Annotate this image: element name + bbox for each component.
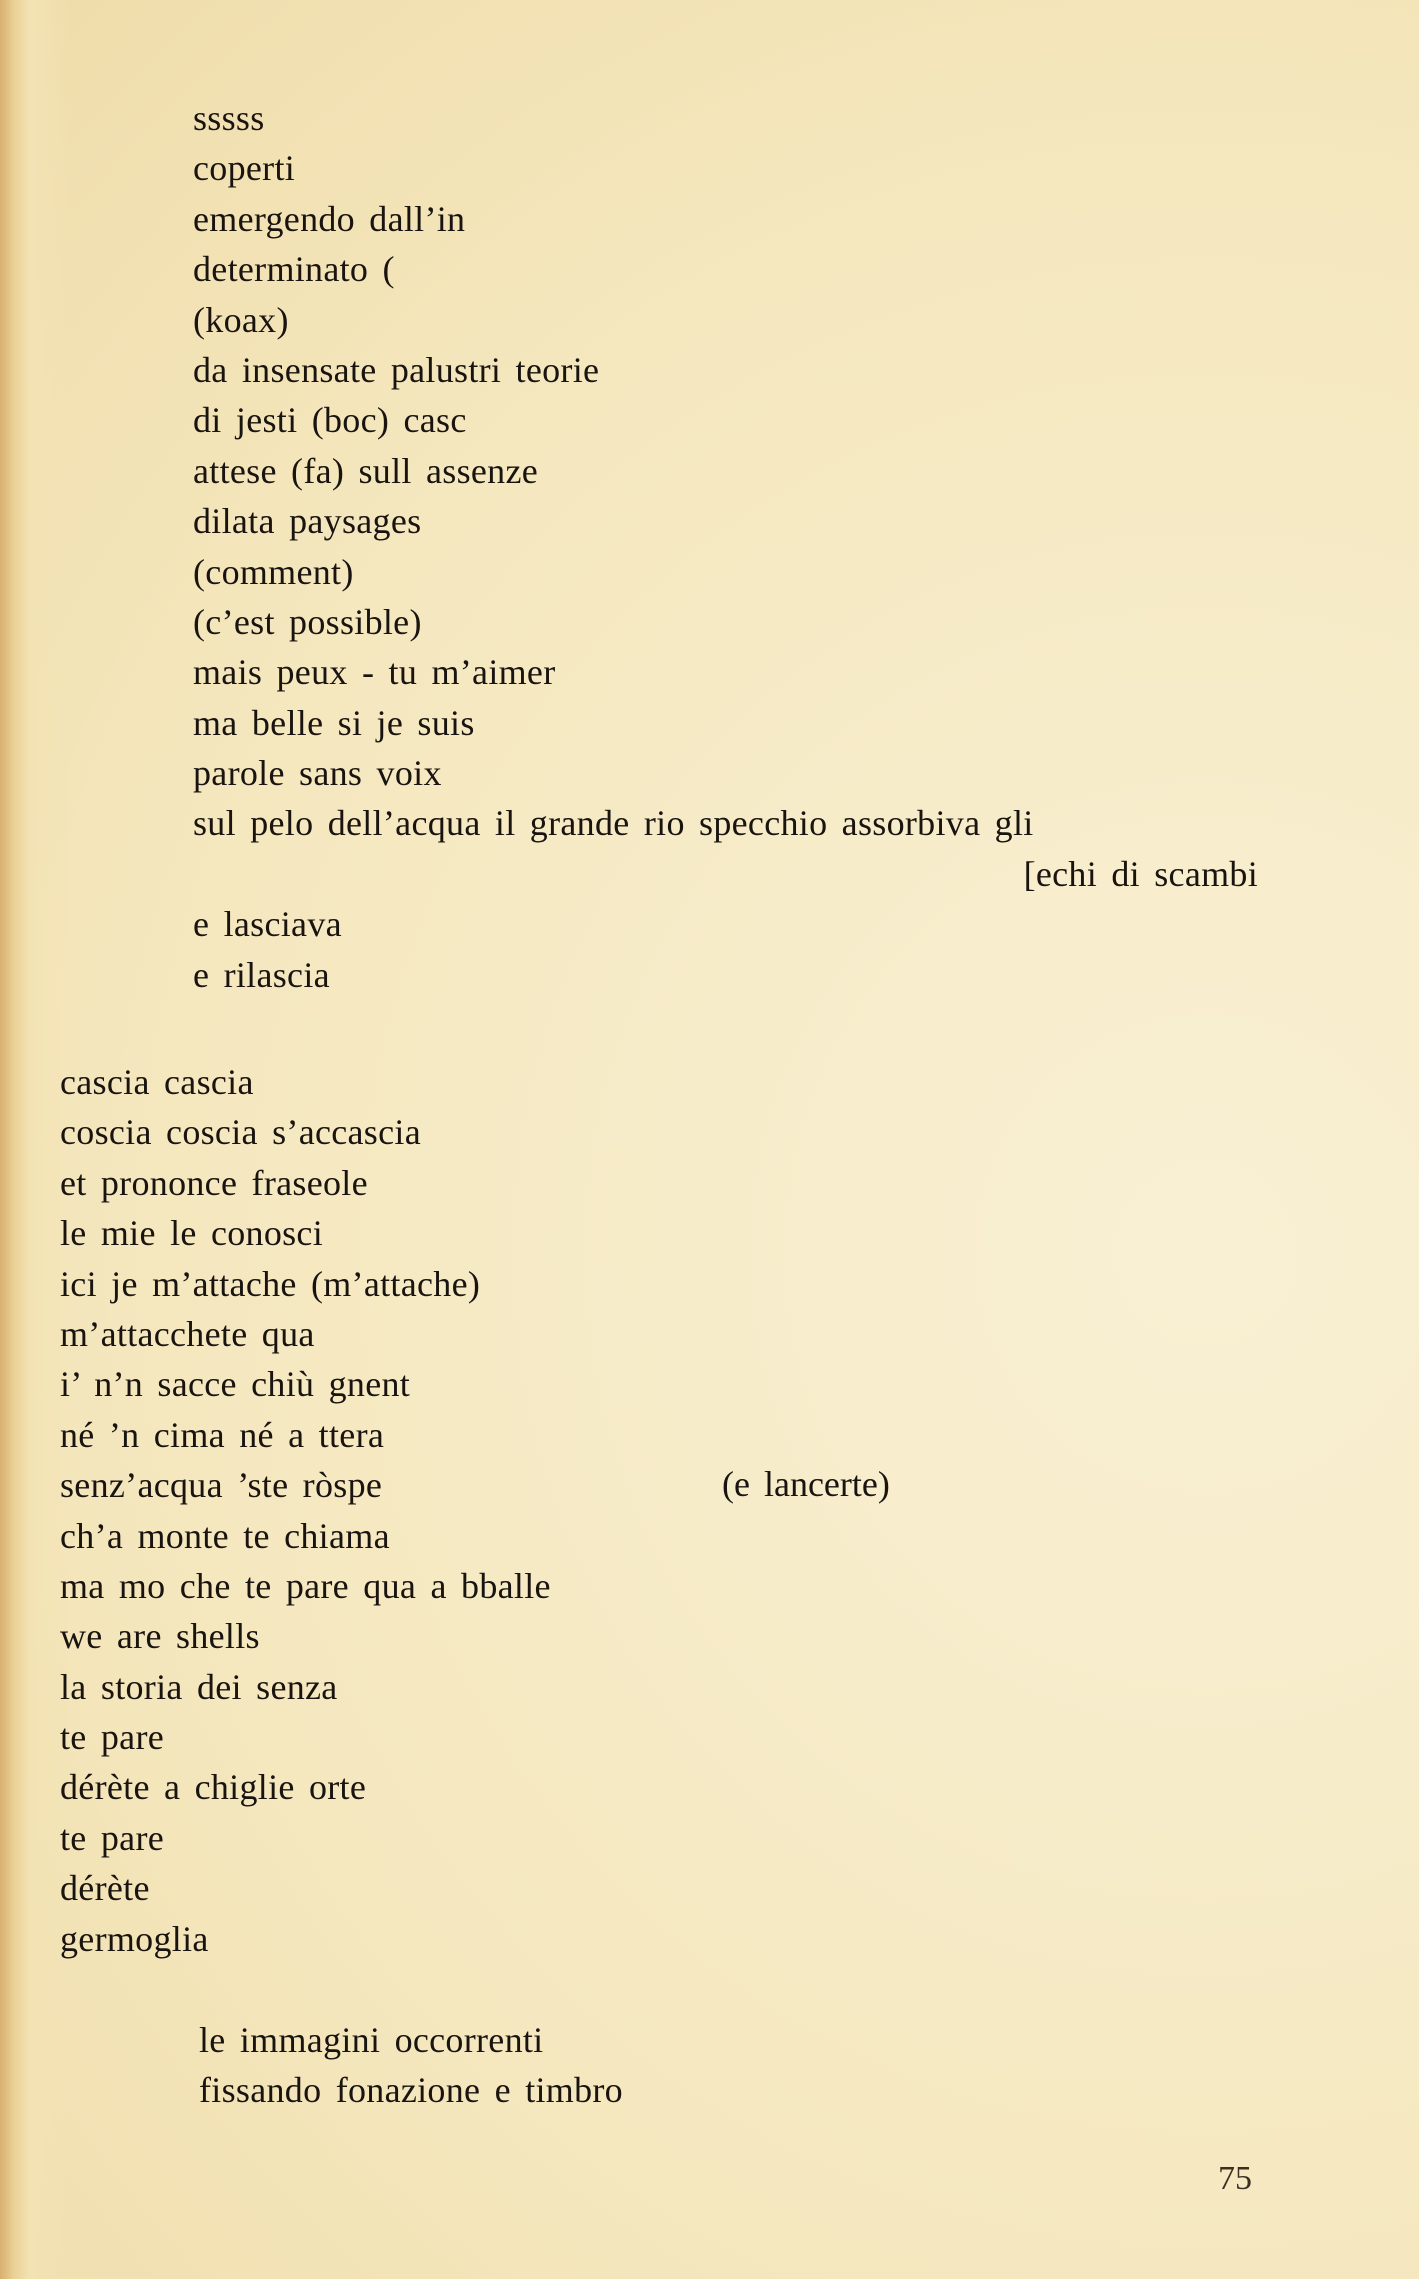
poem-line: dérète [60, 1868, 150, 1909]
poem-line: mais peux - tu m’aimer [193, 652, 556, 693]
poem-line: fissando fonazione e timbro [199, 2070, 623, 2111]
poem-line: e lasciava [193, 904, 342, 945]
poem-line: te pare [60, 1717, 165, 1758]
poem-line: sssss [193, 98, 265, 138]
poem-line: coscia coscia s’accascia [60, 1112, 421, 1153]
poem-line: emergendo dall’in [193, 198, 466, 239]
poem-line: i’ n’n sacce chiù gnent [60, 1364, 411, 1405]
poem-line: dérète a chiglie orte [60, 1767, 367, 1808]
poem-line: we are shells [60, 1616, 260, 1657]
page-number: 75 [1218, 2160, 1252, 2197]
poem-line: ma belle si je suis [193, 702, 475, 743]
poem-line: e rilascia [193, 954, 330, 995]
poem-line-continuation: [echi di scambi [1023, 853, 1258, 894]
poem-line: ici je m’attache (m’attache) [60, 1263, 481, 1304]
stanza-3 [199, 2015, 899, 2116]
poem-line: senz’acqua ’ste ròspe [60, 1465, 383, 1506]
poem-line: (koax) [193, 299, 289, 340]
poem-line: attese (fa) sull assenze [193, 450, 539, 491]
poem-line-long: sul pelo dell’acqua il grande rio specchio assorbiva gli [193, 803, 1034, 844]
poem-line: dilata paysages [193, 501, 422, 542]
poem-line: te pare [60, 1817, 165, 1858]
poem-line: germoglia [60, 1918, 209, 1959]
poem-line: le mie le conosci [60, 1213, 324, 1254]
poem-line: ma mo che te pare qua a bballe [60, 1565, 551, 1606]
stanza-2 [60, 1057, 960, 1964]
poem-line: ch’a monte te chiama [60, 1515, 390, 1556]
poem-line: parole sans voix [193, 753, 442, 794]
poem-line: di jesti (boc) casc [193, 400, 467, 441]
poem-line: m’attacchete qua [60, 1313, 315, 1354]
poem-line: cascia cascia [60, 1062, 254, 1102]
poem-line: (comment) [193, 551, 354, 592]
poem-line: da insensate palustri teorie [193, 349, 600, 390]
poem-line: né ’n cima né a ttera [60, 1414, 385, 1455]
poem-line: et prononce fraseole [60, 1162, 368, 1203]
poem-line: coperti [193, 148, 296, 189]
poem-line: la storia dei senza [60, 1666, 338, 1707]
poem-aside: (e lancerte) [722, 1464, 890, 1504]
poem-line: (c’est possible) [193, 601, 422, 642]
poem-line: le immagini occorrenti [199, 2020, 544, 2060]
stanza-1 [193, 93, 1258, 1000]
poem-line: determinato ( [193, 249, 395, 290]
